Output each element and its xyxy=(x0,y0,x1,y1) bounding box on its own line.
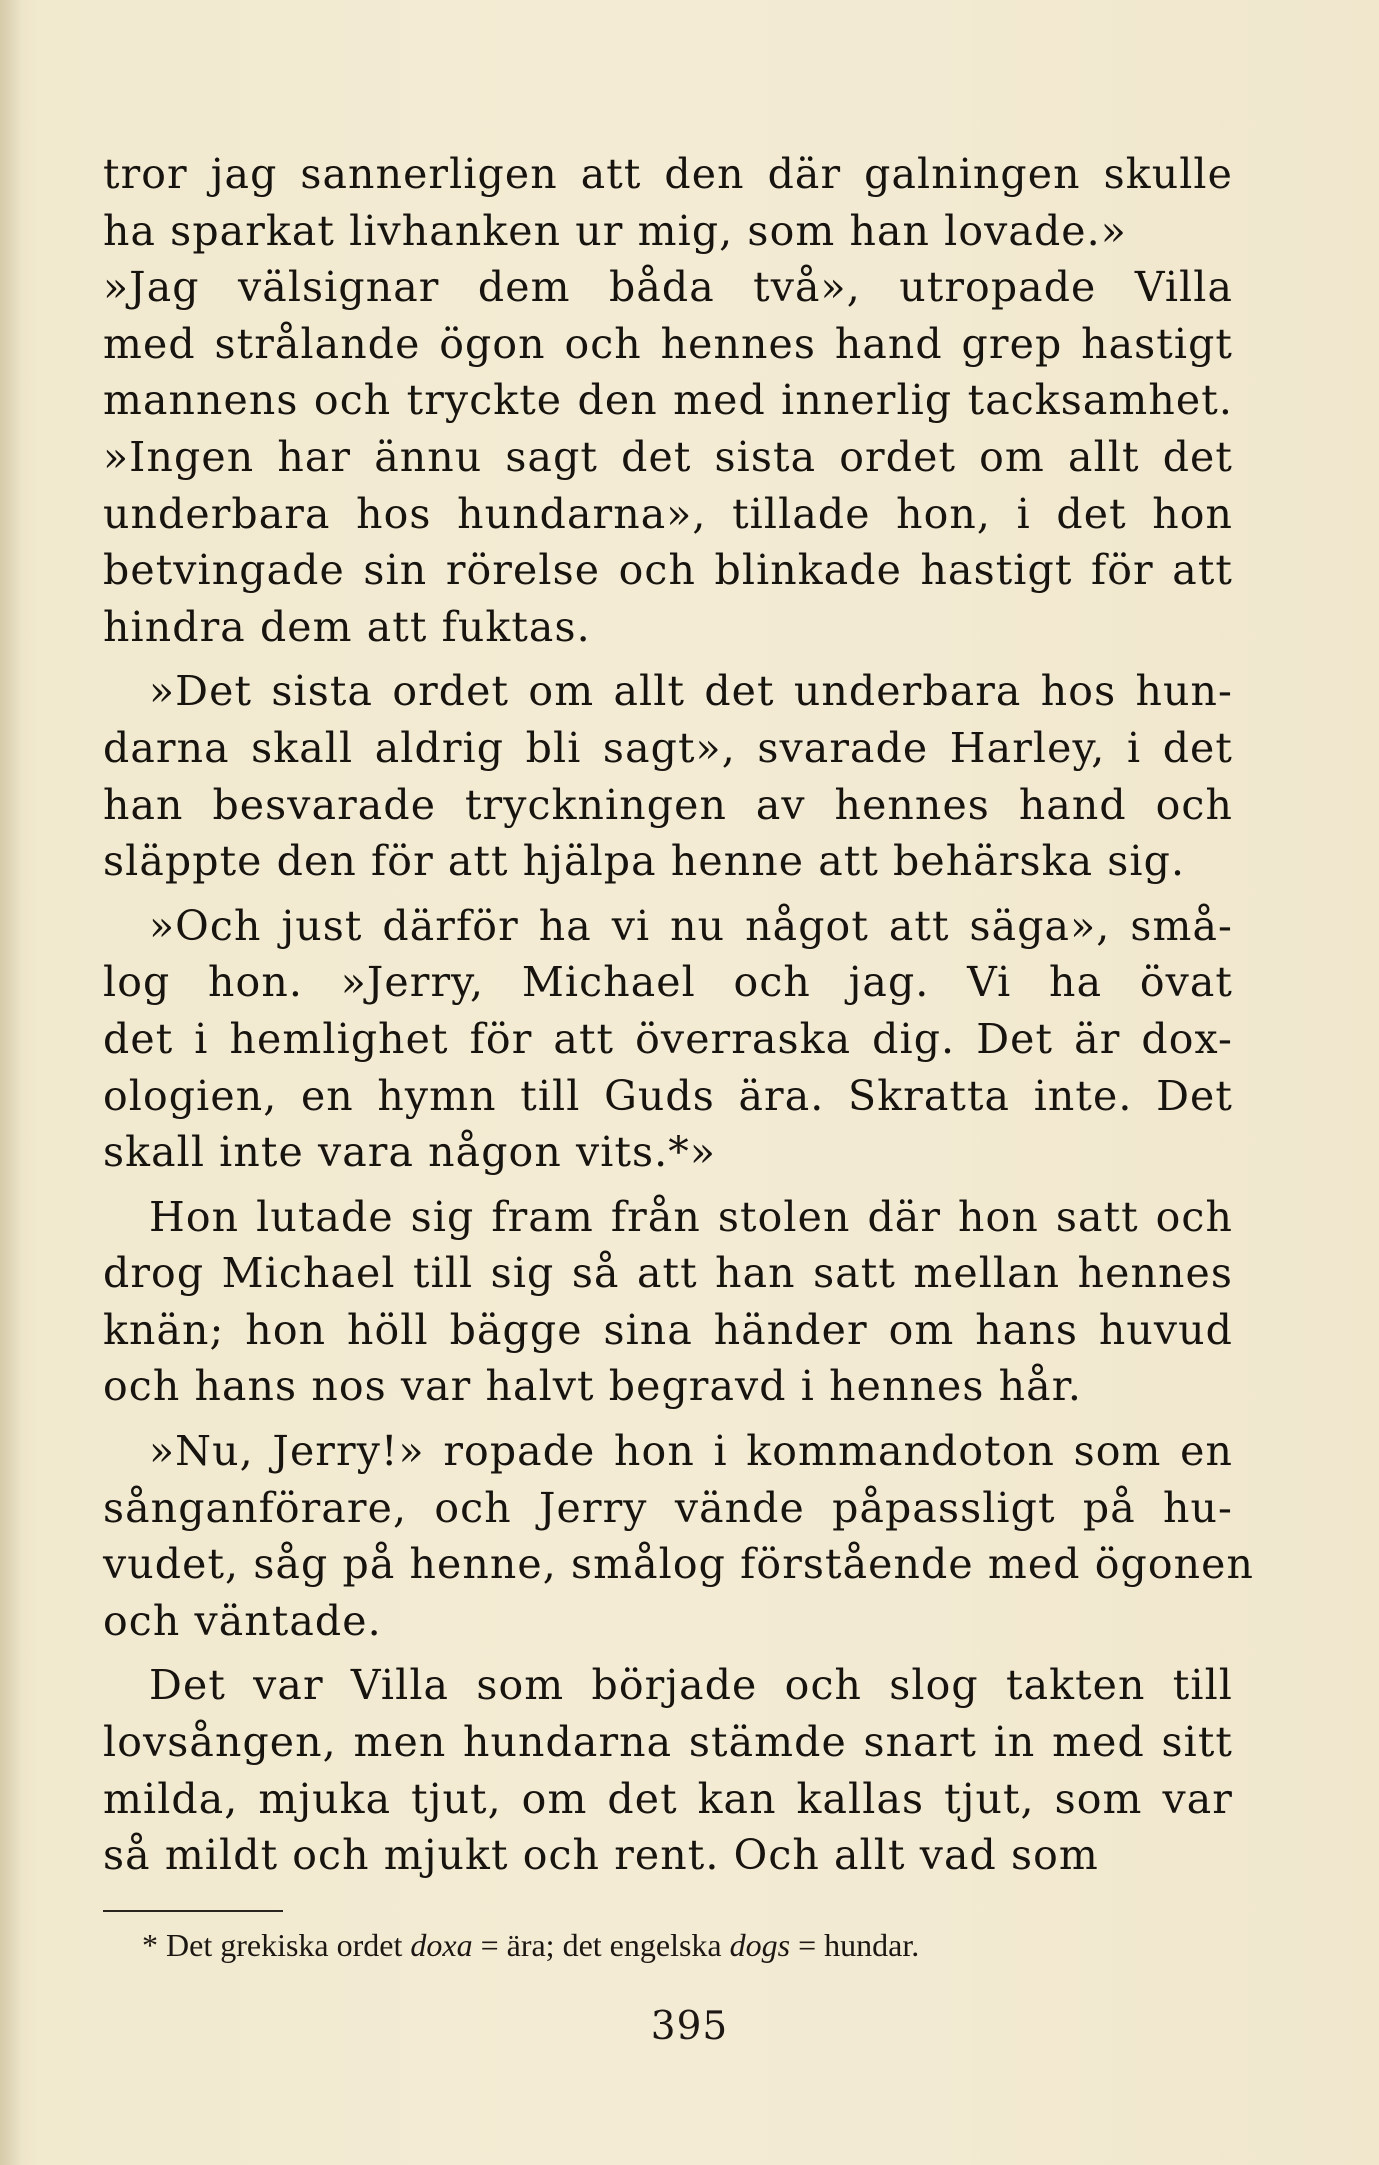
text-line: »Och just därför ha vi nu något att säga», små- xyxy=(149,901,1233,950)
text-line: underbara hos hundarna», tillade hon, i det hon xyxy=(103,489,1233,538)
paragraph xyxy=(103,259,1233,655)
text-line: och hans nos var halvt begravd i hennes hår. xyxy=(103,1362,1083,1411)
text-line: knän; hon höll bägge sina händer om hans huvud xyxy=(103,1305,1233,1354)
text-line: sånganförare, och Jerry vände påpassligt på hu- xyxy=(103,1483,1233,1532)
paragraph xyxy=(103,1657,1233,1883)
text-line: med strålande ögon och hennes hand grep hastigt xyxy=(103,319,1233,368)
text-line: Det var Villa som började och slog takten till xyxy=(149,1661,1233,1710)
page-number: 395 xyxy=(650,2004,729,2049)
text-line: milda, mjuka tjut, om det kan kallas tjut, som var xyxy=(103,1774,1233,1823)
text-line: det i hemlighet för att överraska dig. Det är dox- xyxy=(103,1014,1233,1063)
page-gutter-shadow xyxy=(0,0,22,2165)
paragraph xyxy=(103,898,1233,1181)
paragraph xyxy=(103,1189,1233,1415)
text-line: betvingade sin rörelse och blinkade hastigt för att xyxy=(103,546,1233,595)
footnote-marker: * xyxy=(142,1927,158,1963)
footnote-word-doxa: doxa xyxy=(410,1927,473,1963)
text-line: skall inte vara någon vits.*» xyxy=(103,1128,717,1177)
paragraph-gap xyxy=(103,655,1233,663)
text-line: drog Michael till sig så att han satt mellan hennes xyxy=(103,1249,1233,1298)
footnote-text-after: = hundar. xyxy=(798,1927,920,1963)
text-line: »Det sista ordet om allt det underbara hos hun- xyxy=(149,667,1233,716)
paragraph xyxy=(103,146,1233,259)
footnote-word-dogs: dogs xyxy=(729,1927,791,1963)
text-line: så mildt och mjukt och rent. Och allt vad som xyxy=(103,1831,1099,1880)
text-line: mannens och tryckte den med innerlig tacksamhet. xyxy=(103,376,1233,425)
paragraph xyxy=(103,663,1233,889)
text-line: ha sparkat livhanken ur mig, som han lovade.» xyxy=(103,206,1127,255)
text-line: Hon lutade sig fram från stolen där hon satt och xyxy=(149,1192,1233,1241)
text-line: »Nu, Jerry!» ropade hon i kommandoton som en xyxy=(149,1427,1233,1476)
paragraph xyxy=(103,1423,1254,1649)
paragraph-gap xyxy=(103,1649,1233,1657)
text-line: ologien, en hymn till Guds ära. Skratta inte. Det xyxy=(103,1071,1233,1120)
text-line: »Jag välsignar dem båda två», utropade Villa xyxy=(103,263,1233,312)
text-line: släppte den för att hjälpa henne att behärska sig. xyxy=(103,837,1186,886)
paragraph-gap xyxy=(103,1181,1233,1189)
text-line: tror jag sannerligen att den där galningen skulle xyxy=(103,150,1233,198)
footnote-rule xyxy=(103,1910,283,1912)
footnote-text-middle: = ära; det engelska xyxy=(480,1927,722,1963)
text-line: lovsången, men hundarna stämde snart in med sitt xyxy=(103,1718,1233,1767)
footnote-text-before: Det grekiska ordet xyxy=(166,1927,403,1963)
text-line: hindra dem att fuktas. xyxy=(103,602,591,651)
text-line: darna skall aldrig bli sagt», svarade Harley, i det xyxy=(103,723,1233,772)
text-line: log hon. »Jerry, Michael och jag. Vi ha övat xyxy=(103,958,1233,1007)
text-line: vudet, såg på henne, smålog förstående med ögonen xyxy=(103,1540,1254,1589)
paragraph-gap xyxy=(103,1415,1233,1423)
text-line: »Ingen har ännu sagt det sista ordet om allt det xyxy=(103,432,1233,481)
footnote xyxy=(142,1927,1222,1964)
paragraph-gap xyxy=(103,890,1233,898)
text-line: och väntade. xyxy=(103,1596,382,1645)
body-text xyxy=(103,146,1254,1884)
text-line: han besvarade tryckningen av hennes hand och xyxy=(103,780,1233,829)
